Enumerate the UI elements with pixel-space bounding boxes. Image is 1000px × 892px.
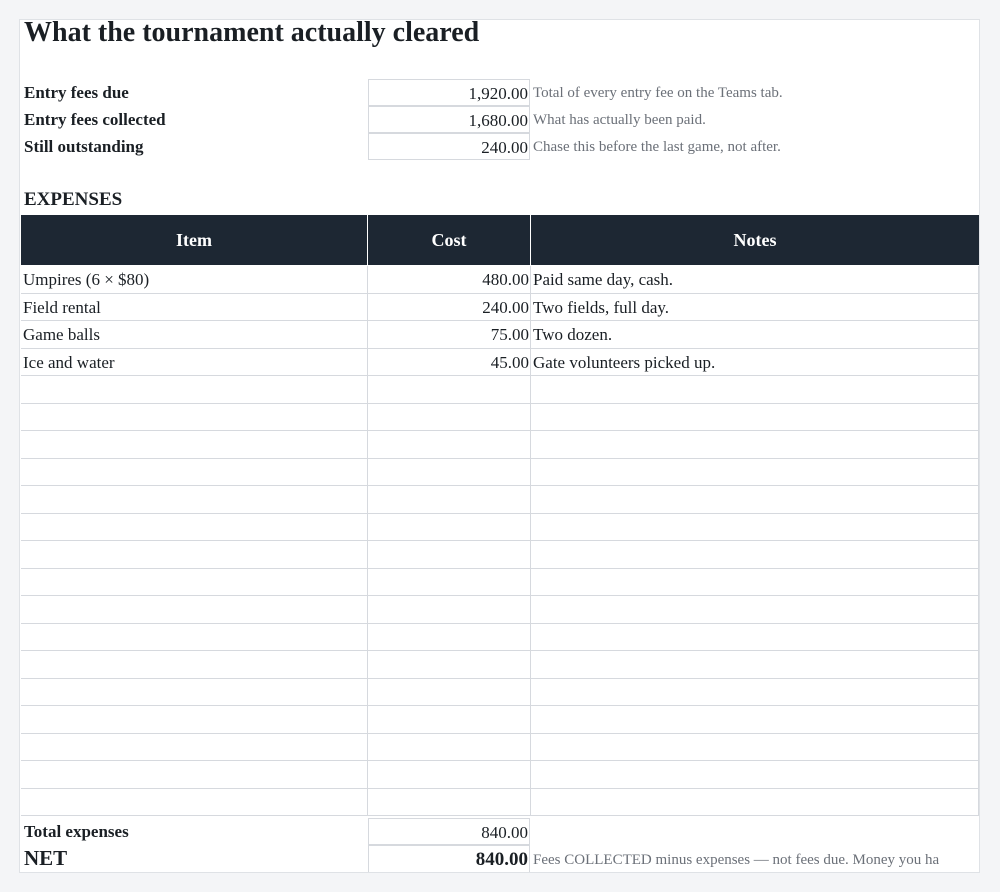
notes-cell[interactable] xyxy=(531,431,979,458)
summary-value-cell[interactable]: 1,680.00 xyxy=(368,106,530,133)
summary-note: Total of every entry fee on the Teams tab. xyxy=(533,85,783,101)
table-row xyxy=(21,459,979,487)
cost-cell[interactable] xyxy=(368,596,531,623)
cost-cell[interactable] xyxy=(368,569,531,596)
table-row xyxy=(21,624,979,652)
table-row xyxy=(21,349,979,377)
notes-cell[interactable] xyxy=(531,679,979,706)
item-cell[interactable]: Field rental xyxy=(21,294,368,321)
item-cell[interactable]: Game balls xyxy=(21,321,368,348)
notes-cell[interactable] xyxy=(531,734,979,761)
table-row xyxy=(21,651,979,679)
item-cell[interactable] xyxy=(21,404,368,431)
cost-cell[interactable] xyxy=(368,404,531,431)
cost-cell[interactable] xyxy=(368,651,531,678)
notes-cell[interactable] xyxy=(531,376,979,403)
notes-cell[interactable]: Two fields, full day. xyxy=(531,294,979,321)
expenses-heading: EXPENSES xyxy=(24,189,123,210)
table-row xyxy=(21,514,979,542)
table-row xyxy=(21,569,979,597)
notes-cell[interactable] xyxy=(531,706,979,733)
notes-cell[interactable] xyxy=(531,514,979,541)
sheet-title: What the tournament actually cleared xyxy=(24,19,480,48)
summary-label: Entry fees due xyxy=(24,83,129,102)
table-row xyxy=(21,734,979,762)
cost-cell[interactable] xyxy=(368,376,531,403)
notes-cell[interactable] xyxy=(531,486,979,513)
table-row xyxy=(21,294,979,322)
item-cell[interactable] xyxy=(21,541,368,568)
cost-cell[interactable] xyxy=(368,431,531,458)
cost-cell[interactable] xyxy=(368,789,531,816)
item-cell[interactable] xyxy=(21,376,368,403)
total-expenses-row xyxy=(20,818,980,845)
notes-cell[interactable] xyxy=(531,761,979,788)
notes-cell[interactable] xyxy=(531,789,979,816)
item-cell[interactable] xyxy=(21,651,368,678)
table-row xyxy=(21,679,979,707)
table-row xyxy=(21,761,979,789)
summary-label: Still outstanding xyxy=(24,137,144,156)
notes-cell[interactable] xyxy=(531,596,979,623)
notes-cell[interactable]: Gate volunteers picked up. xyxy=(531,349,979,376)
cost-cell[interactable]: 45.00 xyxy=(368,349,531,376)
cost-cell[interactable] xyxy=(368,486,531,513)
column-header-notes[interactable]: Notes xyxy=(733,230,777,250)
cost-cell[interactable] xyxy=(368,706,531,733)
net-label: NET xyxy=(24,846,68,870)
column-header-cost[interactable]: Cost xyxy=(368,215,531,265)
table-row xyxy=(21,596,979,624)
item-cell[interactable] xyxy=(21,761,368,788)
cost-cell[interactable] xyxy=(368,624,531,651)
item-cell[interactable] xyxy=(21,514,368,541)
item-cell[interactable] xyxy=(21,486,368,513)
item-cell[interactable] xyxy=(21,624,368,651)
notes-cell[interactable] xyxy=(531,624,979,651)
cost-cell[interactable]: 480.00 xyxy=(368,266,531,293)
table-row xyxy=(21,789,979,817)
item-cell[interactable] xyxy=(21,706,368,733)
total-expenses-value-cell[interactable]: 840.00 xyxy=(368,818,530,845)
table-row xyxy=(21,431,979,459)
cost-cell[interactable] xyxy=(368,761,531,788)
expenses-table-body xyxy=(21,266,979,816)
expenses-table xyxy=(21,215,979,816)
cost-cell[interactable] xyxy=(368,541,531,568)
table-row xyxy=(21,376,979,404)
notes-cell[interactable] xyxy=(531,459,979,486)
cost-cell[interactable] xyxy=(368,679,531,706)
item-cell[interactable] xyxy=(21,734,368,761)
summary-value-cell[interactable]: 1,920.00 xyxy=(368,79,530,106)
summary-row-fees-collected xyxy=(20,106,980,134)
summary-note: What has actually been paid. xyxy=(533,112,706,128)
item-cell[interactable] xyxy=(21,596,368,623)
net-note: Fees COLLECTED minus expenses — not fees due. Money you ha xyxy=(533,852,940,868)
item-cell[interactable]: Umpires (6 × $80) xyxy=(21,266,368,293)
summary-row-outstanding xyxy=(20,133,980,161)
item-cell[interactable] xyxy=(21,789,368,816)
cost-cell[interactable]: 75.00 xyxy=(368,321,531,348)
table-row xyxy=(21,321,979,349)
item-cell[interactable] xyxy=(21,459,368,486)
item-cell[interactable] xyxy=(21,431,368,458)
expenses-table-header xyxy=(21,215,979,265)
cost-cell[interactable] xyxy=(368,734,531,761)
net-value-cell[interactable]: 840.00 xyxy=(368,845,530,873)
table-row xyxy=(21,266,979,294)
notes-cell[interactable]: Two dozen. xyxy=(531,321,979,348)
summary-value-cell[interactable]: 240.00 xyxy=(368,133,530,160)
spreadsheet xyxy=(19,19,980,873)
item-cell[interactable] xyxy=(21,679,368,706)
net-row xyxy=(20,845,980,873)
table-row xyxy=(21,541,979,569)
item-cell[interactable]: Ice and water xyxy=(21,349,368,376)
column-header-item[interactable]: Item xyxy=(21,215,368,265)
cost-cell[interactable] xyxy=(368,459,531,486)
notes-cell[interactable]: Paid same day, cash. xyxy=(531,266,979,293)
table-row xyxy=(21,486,979,514)
table-row xyxy=(21,404,979,432)
summary-label: Entry fees collected xyxy=(24,110,166,129)
cost-cell[interactable]: 240.00 xyxy=(368,294,531,321)
table-row xyxy=(21,706,979,734)
notes-cell[interactable] xyxy=(531,651,979,678)
total-expenses-label: Total expenses xyxy=(24,822,129,841)
cost-cell[interactable] xyxy=(368,514,531,541)
item-cell[interactable] xyxy=(21,569,368,596)
notes-cell[interactable] xyxy=(531,541,979,568)
notes-cell[interactable] xyxy=(531,404,979,431)
notes-cell[interactable] xyxy=(531,569,979,596)
summary-row-fees-due xyxy=(20,79,980,107)
summary-note: Chase this before the last game, not after. xyxy=(533,139,781,155)
